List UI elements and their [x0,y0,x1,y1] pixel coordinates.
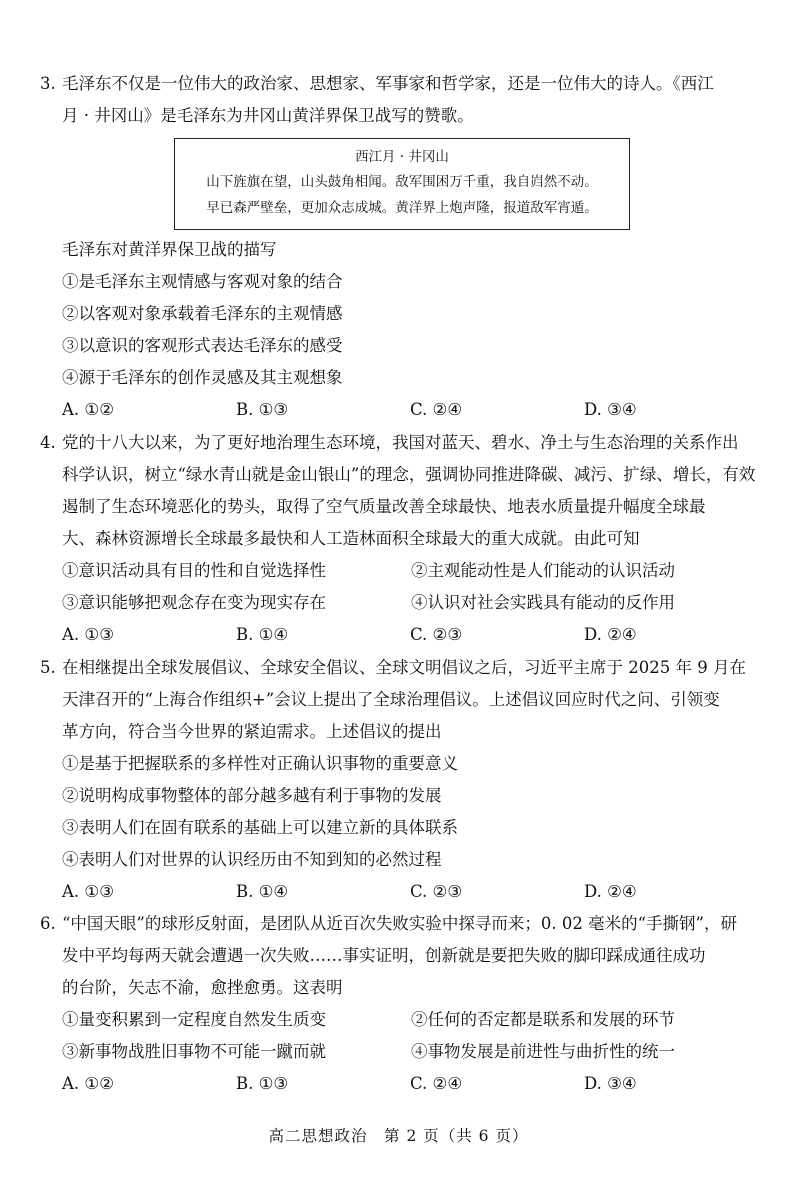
choice-a[interactable]: A. ①③ [62,625,114,644]
poem-box [174,138,630,230]
choice-c[interactable]: C. ②④ [410,1074,463,1093]
answer-choices [40,394,760,426]
statement: ②任何的否定都是联系和发展的环节 [411,1010,675,1029]
choice-d[interactable]: D. ②④ [584,882,637,901]
question-stem-line: 遏制了生态环境恶化的势头，取得了空气质量改善全球最快、地表水质量提升幅度全球最 [62,497,706,516]
choice-a[interactable]: A. ①② [62,1074,114,1093]
question-number: 6. [40,914,56,933]
question-number: 5. [40,658,56,677]
choice-d[interactable]: D. ③④ [584,1074,637,1093]
choice-d[interactable]: D. ②④ [584,625,637,644]
question-stem-line: 党的十八大以来，为了更好地治理生态环境，我国对蓝天、碧水、净土与生态治理的关系作出 [62,433,739,452]
choice-b[interactable]: B. ①③ [236,1074,289,1093]
question-stem-line: “中国天眼”的球形反射面，是团队从近百次失败实验中探寻而来；0. 02 毫米的“手撕钢”，研 [62,914,737,933]
statement: ①量变积累到一定程度自然发生质变 [62,1010,326,1029]
statement: ③表明人们在固有联系的基础上可以建立新的具体联系 [62,818,458,837]
choice-a[interactable]: A. ①② [62,400,114,419]
question-6 [40,908,760,1100]
question-stem-line: 大、森林资源增长全球最多最快和人工造林面积全球最大的重大成就。由此可知 [62,529,640,548]
answer-choices [40,876,760,908]
statement: ④事物发展是前进性与曲折性的统一 [411,1042,675,1061]
statement: ④认识对社会实践具有能动的反作用 [411,593,675,612]
poem-title: 西江月 · 井冈山 [355,149,449,165]
choice-b[interactable]: B. ①④ [236,882,289,901]
statement: ④源于毛泽东的创作灵感及其主观想象 [62,368,343,387]
statement: ①意识活动具有目的性和自觉选择性 [62,561,326,580]
question-stem-line: 月 · 井冈山》是毛泽东为井冈山黄洋界保卫战写的赞歌。 [62,106,474,125]
statement: ③意识能够把观念存在变为现实存在 [62,593,326,612]
statement: ②主观能动性是人们能动的认识活动 [411,561,675,580]
statement: ④表明人们对世界的认识经历由不知到知的必然过程 [62,850,442,869]
question-number: 3. [40,74,56,93]
poem-line: 早已森严壁垒，更加众志成城。黄洋界上炮声隆，报道敌军宵遁。 [206,200,598,216]
choice-c[interactable]: C. ②④ [410,400,463,419]
question-stem-line: 毛泽东不仅是一位伟大的政治家、思想家、军事家和哲学家，还是一位伟大的诗人。《西江 [62,74,714,93]
question-stem-line: 革方向，符合当今世界的紧迫需求。上述倡议的提出 [62,722,442,741]
question-number: 4. [40,433,56,452]
poem-line: 山下旌旗在望，山头鼓角相闻。敌军围困万千重，我自岿然不动。 [206,174,598,190]
page-footer: 高二思想政治 第 2 页（共 6 页） [268,1127,529,1145]
question-stem-line: 在相继提出全球发展倡议、全球安全倡议、全球文明倡议之后，习近平主席于 2025 年 9 月在 [62,658,746,677]
statement: ①是毛泽东主观情感与客观对象的结合 [62,272,343,291]
statement: ③以意识的客观形式表达毛泽东的感受 [62,336,343,355]
question-5 [40,652,760,908]
choice-b[interactable]: B. ①④ [236,625,289,644]
question-3 [40,68,760,132]
statement: ②以客观对象承载着毛泽东的主观情感 [62,304,343,323]
question-stem-line: 科学认识，树立“绿水青山就是金山银山”的理念，强调协同推进降碳、减污、扩绿、增长，有效 [62,465,756,484]
question-4 [40,427,760,651]
question-prompt: 毛泽东对黄洋界保卫战的描写 [62,240,277,259]
statement: ②说明构成事物整体的部分越多越有利于事物的发展 [62,786,442,805]
statement: ①是基于把握联系的多样性对正确认识事物的重要意义 [62,754,458,773]
answer-choices [40,1068,760,1100]
choice-a[interactable]: A. ①③ [62,882,114,901]
question-stem-line: 发中平均每两天就会遭遇一次失败……事实证明，创新就是要把失败的脚印踩成通往成功 [62,946,706,965]
choice-d[interactable]: D. ③④ [584,400,637,419]
choice-c[interactable]: C. ②③ [410,882,463,901]
answer-choices [40,619,760,651]
question-3-body [40,234,760,426]
statement: ③新事物战胜旧事物不可能一蹴而就 [62,1042,326,1061]
choice-b[interactable]: B. ①③ [236,400,289,419]
choice-c[interactable]: C. ②③ [410,625,463,644]
question-stem-line: 的台阶，矢志不渝，愈挫愈勇。这表明 [62,978,343,997]
question-stem-line: 天津召开的“上海合作组织+”会议上提出了全球治理倡议。上述倡议回应时代之问、引领变 [62,690,720,709]
